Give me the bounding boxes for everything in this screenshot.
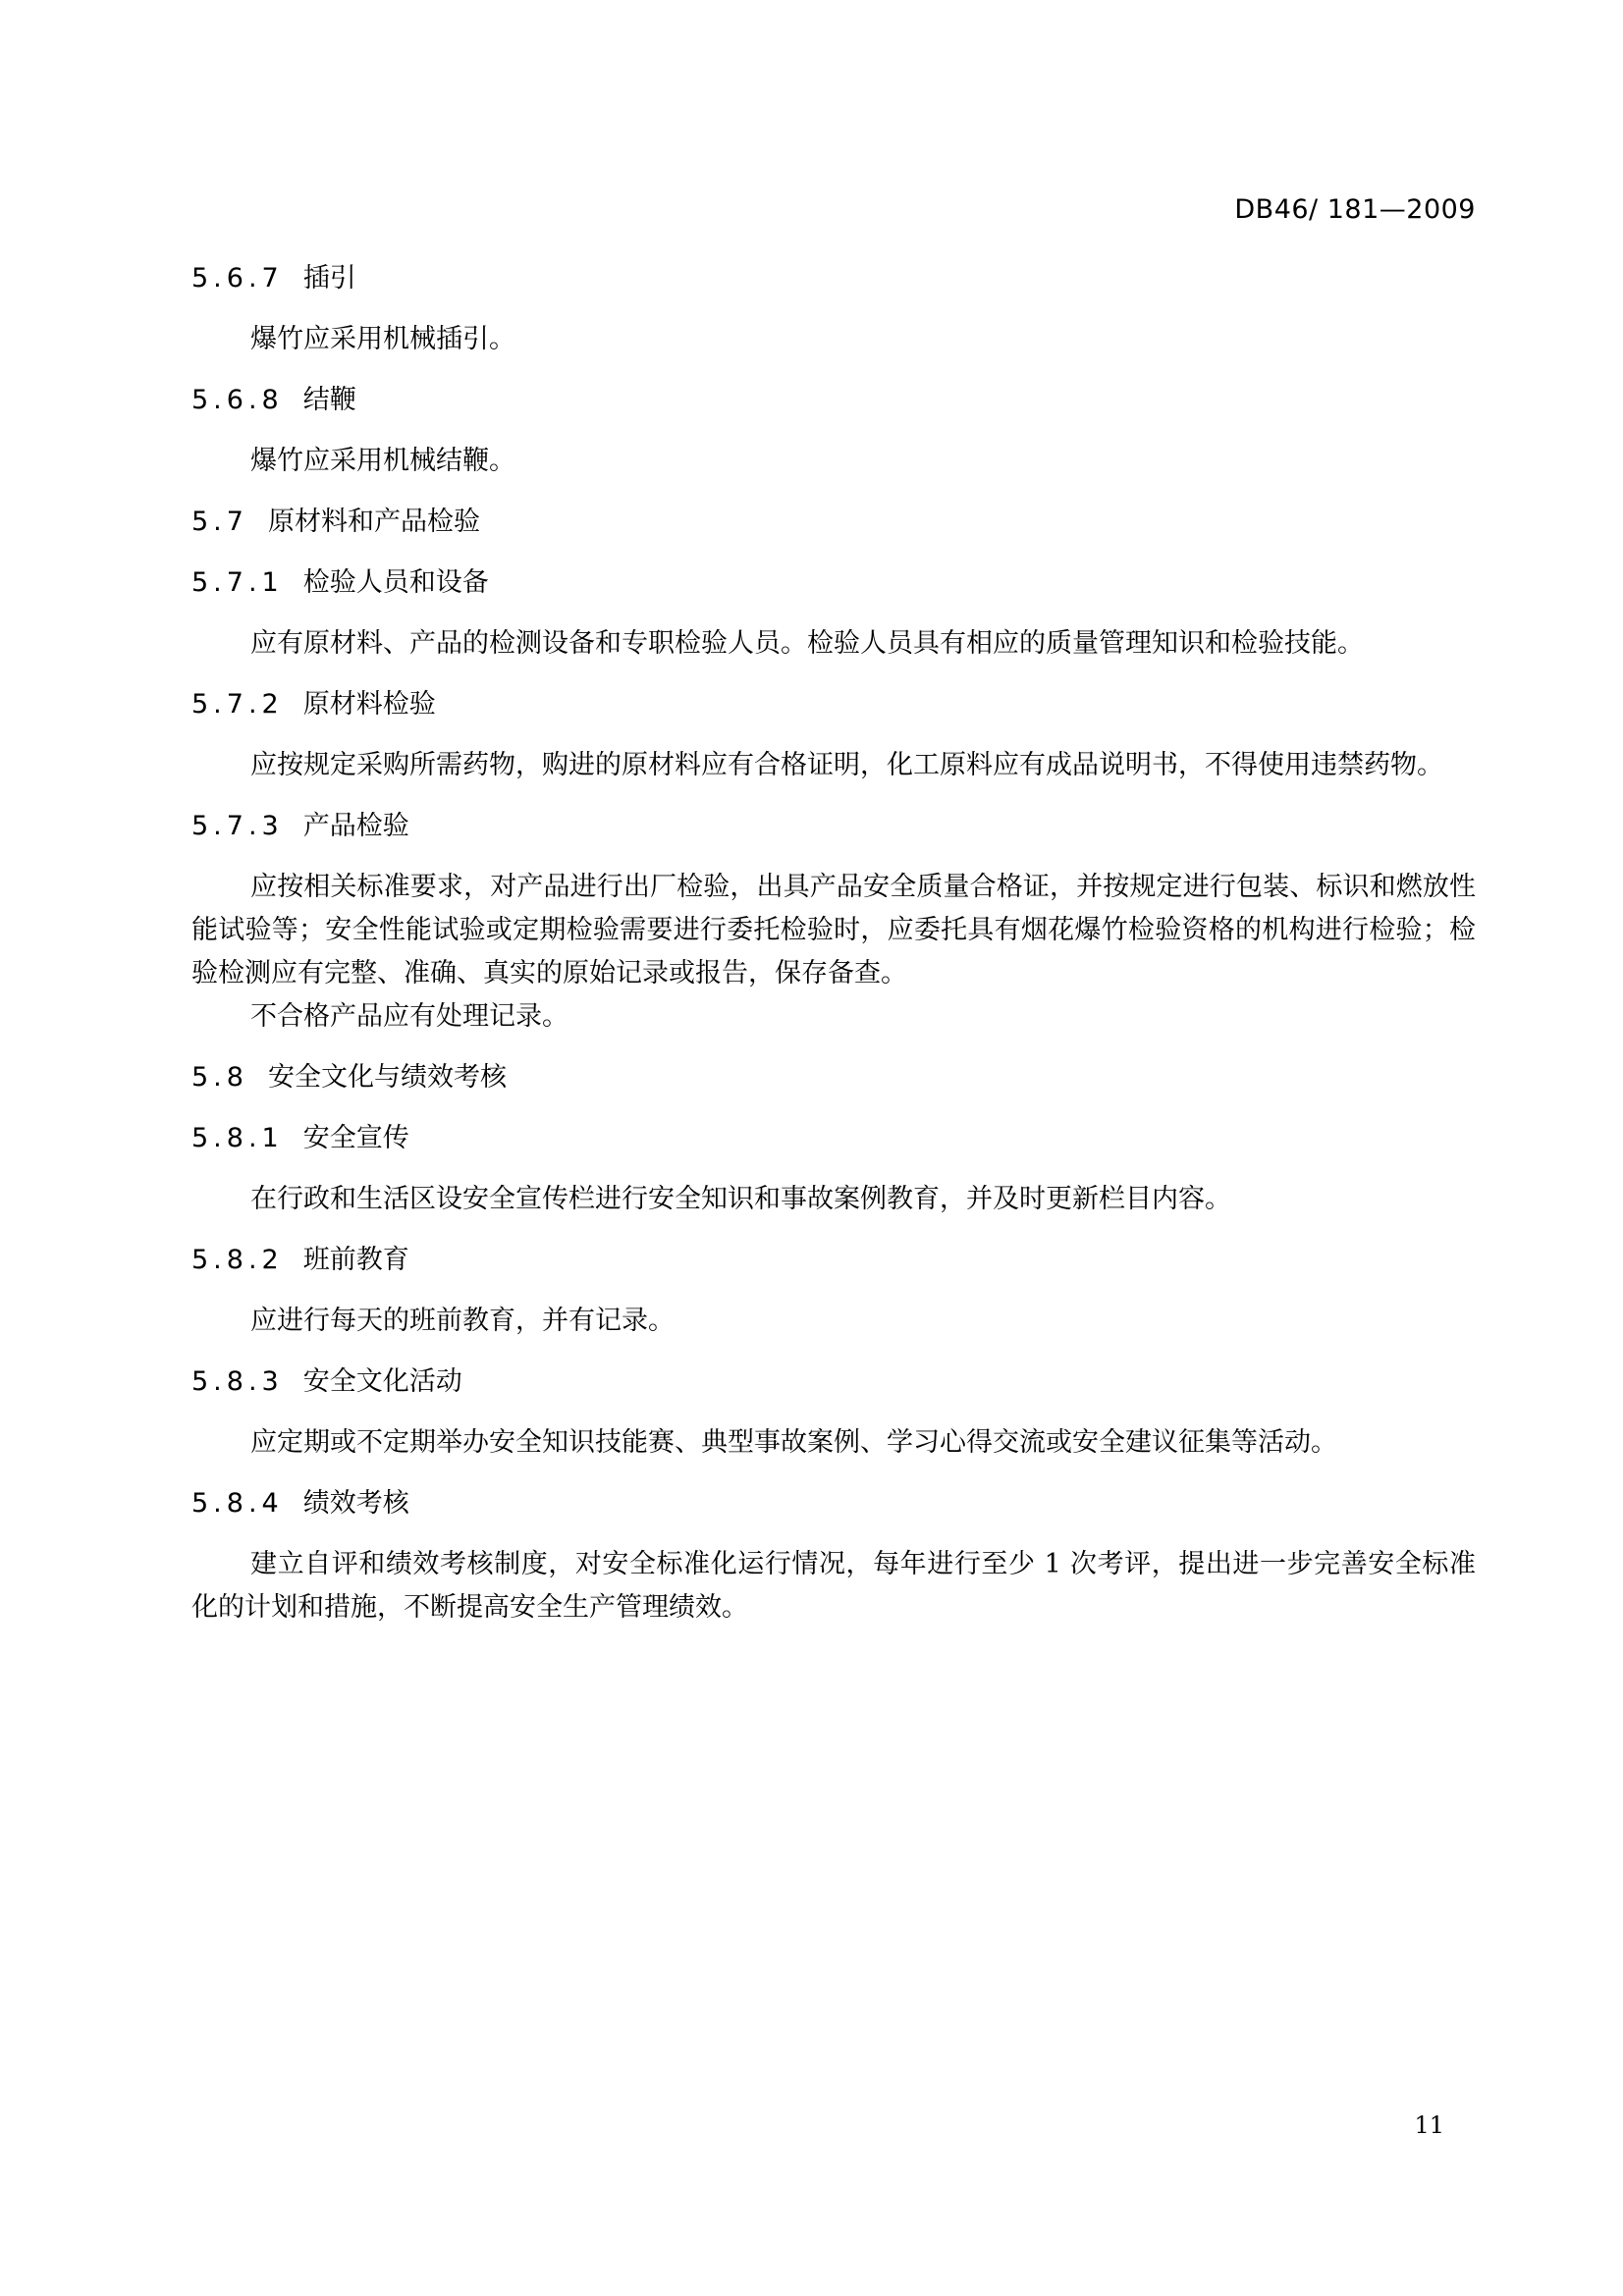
section-number: 5.6.8	[191, 385, 284, 415]
page-number: 11	[1414, 2111, 1444, 2139]
body-paragraph: 爆竹应采用机械插引。	[250, 324, 515, 354]
section-title: 班前教育	[302, 1245, 409, 1275]
section-number: 5.8.1	[191, 1123, 284, 1153]
body-paragraph: 应定期或不定期举办安全知识技能赛、典型事故案例、学习心得交流或安全建议征集等活动。	[250, 1427, 1337, 1458]
body-paragraph: 应按相关标准要求，对产品进行出厂检验，出具产品安全质量合格证，并按规定进行包装、标识和燃放性能试验等；安全性能试验或定期检验需要进行委托检验时，应委托具有烟花爆竹检验资格的机构进行检验；检验检测应有完整、准确、真实的原始记录或报告，保存备查。	[191, 872, 1476, 988]
section-heading	[191, 683, 1476, 726]
section-title: 安全文化与绩效考核	[267, 1062, 507, 1093]
body-paragraph: 在行政和生活区设安全宣传栏进行安全知识和事故案例教育，并及时更新栏目内容。	[250, 1184, 1231, 1214]
section-number: 5.7	[191, 507, 248, 537]
section-heading	[191, 379, 1476, 422]
section-heading	[191, 1482, 1476, 1525]
section-number: 5.7.3	[191, 811, 284, 841]
body-paragraph: 应有原材料、产品的检测设备和专职检验人员。检验人员具有相应的质量管理知识和检验技能。	[250, 628, 1364, 659]
section-heading	[191, 1056, 1476, 1099]
section-title: 结鞭	[302, 385, 356, 415]
body-paragraph: 应按规定采购所需药物，购进的原材料应有合格证明，化工原料应有成品说明书，不得使用违禁药物。	[250, 750, 1443, 780]
section-title: 原材料检验	[302, 689, 436, 720]
section-heading	[191, 257, 1476, 300]
section-heading	[191, 561, 1476, 605]
section-number: 5.7.2	[191, 689, 284, 720]
section-heading	[191, 1117, 1476, 1160]
body-paragraph: 不合格产品应有处理记录。	[250, 1001, 568, 1032]
section-number: 5.7.1	[191, 567, 284, 598]
section-title: 安全文化活动	[302, 1366, 462, 1397]
document-code: DB46/ 181—2009	[1234, 194, 1476, 225]
section-number: 5.6.7	[191, 263, 284, 294]
section-heading	[191, 501, 1476, 544]
section-title: 绩效考核	[302, 1488, 409, 1519]
section-title: 原材料和产品检验	[267, 507, 480, 537]
section-number: 5.8.2	[191, 1245, 284, 1275]
section-number: 5.8.4	[191, 1488, 284, 1519]
body-paragraph: 应进行每天的班前教育，并有记录。	[250, 1306, 675, 1336]
section-number: 5.8	[191, 1062, 248, 1093]
section-title: 安全宣传	[302, 1123, 409, 1153]
section-heading	[191, 805, 1476, 848]
section-title: 插引	[302, 263, 356, 294]
section-title: 检验人员和设备	[302, 567, 489, 598]
section-title: 产品检验	[302, 811, 409, 841]
body-paragraph: 建立自评和绩效考核制度，对安全标准化运行情况，每年进行至少 1 次考评，提出进一步完善安全标准化的计划和措施，不断提高安全生产管理绩效。	[191, 1549, 1476, 1623]
body-paragraph: 爆竹应采用机械结鞭。	[250, 446, 515, 476]
section-heading	[191, 1239, 1476, 1282]
section-number: 5.8.3	[191, 1366, 284, 1397]
document-body	[191, 257, 1476, 1647]
section-heading	[191, 1361, 1476, 1404]
